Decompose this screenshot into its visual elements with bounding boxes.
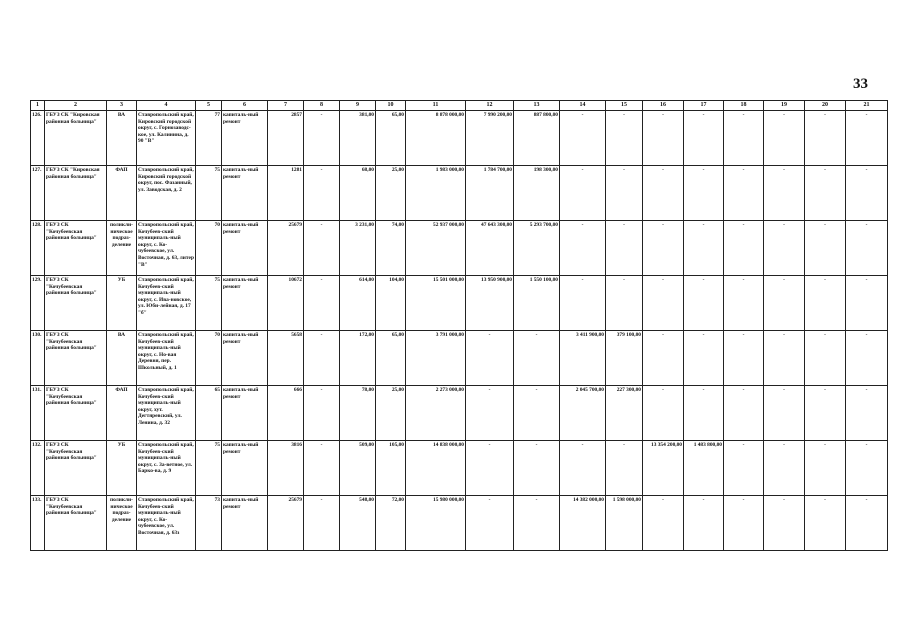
row-number-cell: 132. [31, 441, 45, 496]
col9-cell: 509,00 [340, 441, 376, 496]
col10-cell: 105,00 [376, 441, 406, 496]
facility-type-cell: ФАП [107, 386, 137, 441]
col5-cell: 77 [196, 111, 222, 166]
col21-cell: - [846, 111, 888, 166]
col10-cell: 65,00 [376, 111, 406, 166]
col15-cell: - [606, 276, 643, 331]
organization-cell: ГБУЗ СК "Кочубеевская районная больница" [45, 276, 107, 331]
table-row [31, 221, 888, 276]
col13-cell: 887 800,00 [514, 111, 560, 166]
col8-cell: - [304, 111, 340, 166]
col17-cell: - [684, 331, 724, 386]
col7-cell: 3816 [268, 441, 304, 496]
col14-cell: 14 382 000,00 [560, 496, 606, 551]
organization-cell: ГБУЗ СК "Кочубеевская районная больница" [45, 331, 107, 386]
col16-cell: - [643, 166, 684, 221]
work-type-cell: капиталь-ный ремонт [222, 221, 268, 276]
col8-cell: - [304, 386, 340, 441]
col13-cell: 1 550 100,00 [514, 276, 560, 331]
col8-cell: - [304, 221, 340, 276]
col13-cell: - [514, 496, 560, 551]
column-header: 16 [643, 101, 684, 111]
address-cell: Ставропольский край, Кировский городской округ, пос. Фазанный, ул. Заводская, д. 2 [137, 166, 196, 221]
col8-cell: - [304, 496, 340, 551]
col21-cell: - [846, 386, 888, 441]
column-header: 7 [268, 101, 304, 111]
col7-cell: 2857 [268, 111, 304, 166]
col20-cell: - [805, 166, 846, 221]
col14-cell: - [560, 166, 606, 221]
col17-cell: - [684, 276, 724, 331]
column-header: 18 [724, 101, 764, 111]
column-header: 10 [376, 101, 406, 111]
col18-cell: - [724, 386, 764, 441]
col10-cell: 72,00 [376, 496, 406, 551]
col19-cell: - [764, 221, 805, 276]
table-row [31, 496, 888, 551]
col14-cell: 3 411 900,00 [560, 331, 606, 386]
col14-cell: - [560, 441, 606, 496]
organization-cell: ГБУЗ СК "Кочубеевская районная больница" [45, 221, 107, 276]
address-cell: Ставропольский край, Кочубеев-ский муниципаль-ный округ, с. Ко-чубеевское, ул. Восточная, д. 63, литер "В" [137, 221, 196, 276]
col17-cell: - [684, 111, 724, 166]
col12-cell: 47 643 300,00 [466, 221, 514, 276]
col9-cell: 548,00 [340, 496, 376, 551]
col12-cell: 7 990 200,00 [466, 111, 514, 166]
organization-cell: ГБУЗ СК "Кочубеевская районная больница" [45, 386, 107, 441]
col11-cell: 8 878 000,00 [406, 111, 466, 166]
col20-cell: - [805, 276, 846, 331]
row-number-cell: 133. [31, 496, 45, 551]
col8-cell: - [304, 276, 340, 331]
column-header: 2 [45, 101, 107, 111]
address-cell: Ставропольский край, Кочубеев-ский муниципаль-ный округ, хут. Дегтяревский, ул. Ленина, д. 32 [137, 386, 196, 441]
col7-cell: 666 [268, 386, 304, 441]
col14-cell: - [560, 276, 606, 331]
work-type-cell: капиталь-ный ремонт [222, 111, 268, 166]
col13-cell: 198 300,00 [514, 166, 560, 221]
col15-cell: 1 598 000,00 [606, 496, 643, 551]
facility-type-cell: поликли-ническое подраз-деление [107, 221, 137, 276]
organization-cell: ГБУЗ СК "Кировская районная больница" [45, 166, 107, 221]
col9-cell: 68,00 [340, 166, 376, 221]
col10-cell: 25,00 [376, 386, 406, 441]
col19-cell: - [764, 386, 805, 441]
col12-cell: - [466, 386, 514, 441]
col16-cell: - [643, 386, 684, 441]
table-row [31, 331, 888, 386]
col16-cell: - [643, 276, 684, 331]
row-number-cell: 130. [31, 331, 45, 386]
col7-cell: 25679 [268, 221, 304, 276]
column-header: 1 [31, 101, 45, 111]
col21-cell: - [846, 496, 888, 551]
col16-cell: - [643, 496, 684, 551]
col17-cell: 1 483 800,00 [684, 441, 724, 496]
col17-cell: - [684, 496, 724, 551]
facility-type-cell: УБ [107, 276, 137, 331]
col5-cell: 65 [196, 386, 222, 441]
col9-cell: 78,00 [340, 386, 376, 441]
row-number-cell: 131. [31, 386, 45, 441]
row-number-cell: 127. [31, 166, 45, 221]
col17-cell: - [684, 221, 724, 276]
table-row [31, 111, 888, 166]
col18-cell: - [724, 441, 764, 496]
column-header: 17 [684, 101, 724, 111]
col16-cell: 13 354 200,00 [643, 441, 684, 496]
column-header: 15 [606, 101, 643, 111]
col11-cell: 3 791 000,00 [406, 331, 466, 386]
column-header: 21 [846, 101, 888, 111]
col20-cell: - [805, 441, 846, 496]
col15-cell: - [606, 166, 643, 221]
col15-cell: - [606, 111, 643, 166]
col19-cell: - [764, 331, 805, 386]
col9-cell: 172,00 [340, 331, 376, 386]
col5-cell: 70 [196, 331, 222, 386]
col14-cell: - [560, 111, 606, 166]
col9-cell: 381,00 [340, 111, 376, 166]
col11-cell: 14 838 000,00 [406, 441, 466, 496]
table-row [31, 276, 888, 331]
col19-cell: - [764, 111, 805, 166]
col10-cell: 104,00 [376, 276, 406, 331]
col8-cell: - [304, 331, 340, 386]
col14-cell: 2 045 700,00 [560, 386, 606, 441]
organization-cell: ГБУЗ СК "Кировская районная больница" [45, 111, 107, 166]
col20-cell: - [805, 221, 846, 276]
col8-cell: - [304, 441, 340, 496]
col10-cell: 65,00 [376, 331, 406, 386]
address-cell: Ставропольский край, Кочубеев-ский муниципаль-ный округ, с. Но-вая Деревня, пер. Школьный, д. 1 [137, 331, 196, 386]
col21-cell: - [846, 221, 888, 276]
col18-cell: - [724, 331, 764, 386]
work-type-cell: капиталь-ный ремонт [222, 166, 268, 221]
col21-cell: - [846, 331, 888, 386]
col19-cell: - [764, 276, 805, 331]
col18-cell: - [724, 276, 764, 331]
col17-cell: - [684, 386, 724, 441]
col18-cell: - [724, 166, 764, 221]
facility-type-cell: ВА [107, 331, 137, 386]
col18-cell: - [724, 496, 764, 551]
col21-cell: - [846, 166, 888, 221]
column-header: 5 [196, 101, 222, 111]
column-header: 14 [560, 101, 606, 111]
column-header: 3 [107, 101, 137, 111]
col7-cell: 25679 [268, 496, 304, 551]
column-header: 11 [406, 101, 466, 111]
column-header: 6 [222, 101, 268, 111]
col16-cell: - [643, 221, 684, 276]
col9-cell: 3 231,00 [340, 221, 376, 276]
col18-cell: - [724, 111, 764, 166]
work-type-cell: капиталь-ный ремонт [222, 386, 268, 441]
address-cell: Ставропольский край, Кировский городской округ, с. Горнозаводс-кое, ул. Калинина, д. 90 "В" [137, 111, 196, 166]
col21-cell: - [846, 441, 888, 496]
col11-cell: 1 983 000,00 [406, 166, 466, 221]
col11-cell: 15 980 000,00 [406, 496, 466, 551]
column-header: 13 [514, 101, 560, 111]
col20-cell: - [805, 111, 846, 166]
col19-cell: - [764, 441, 805, 496]
address-cell: Ставропольский край, Кочубеев-ский муниципаль-ный округ, с. Ко-чубеевское, ул. Восточная, д. 63з [137, 496, 196, 551]
col21-cell: - [846, 276, 888, 331]
col14-cell: - [560, 221, 606, 276]
column-header: 4 [137, 101, 196, 111]
column-header: 9 [340, 101, 376, 111]
work-type-cell: капиталь-ный ремонт [222, 276, 268, 331]
column-header: 20 [805, 101, 846, 111]
col7-cell: 10672 [268, 276, 304, 331]
work-type-cell: капиталь-ный ремонт [222, 331, 268, 386]
col8-cell: - [304, 166, 340, 221]
col12-cell: - [466, 331, 514, 386]
page-number: 33 [853, 76, 868, 92]
data-table [30, 100, 888, 551]
col15-cell: 379 100,00 [606, 331, 643, 386]
col15-cell: - [606, 441, 643, 496]
col12-cell: - [466, 496, 514, 551]
work-type-cell: капиталь-ный ремонт [222, 441, 268, 496]
col5-cell: 70 [196, 221, 222, 276]
organization-cell: ГБУЗ СК "Кочубеевская районная больница" [45, 441, 107, 496]
col5-cell: 75 [196, 441, 222, 496]
col13-cell: 5 293 700,00 [514, 221, 560, 276]
col15-cell: 227 300,00 [606, 386, 643, 441]
column-header: 12 [466, 101, 514, 111]
col20-cell: - [805, 496, 846, 551]
col10-cell: 25,00 [376, 166, 406, 221]
address-cell: Ставропольский край, Кочубеев-ский муниципаль-ный округ, с. Ива-новское, ул. Юби-лейная, д. 17 "б" [137, 276, 196, 331]
column-header: 19 [764, 101, 805, 111]
col5-cell: 75 [196, 276, 222, 331]
table-row [31, 441, 888, 496]
facility-type-cell: поликли-ническое подраз-деление [107, 496, 137, 551]
col11-cell: 52 937 000,00 [406, 221, 466, 276]
col10-cell: 74,00 [376, 221, 406, 276]
table-row [31, 386, 888, 441]
col13-cell: - [514, 441, 560, 496]
col17-cell: - [684, 166, 724, 221]
address-cell: Ставропольский край, Кочубеев-ский муниципаль-ный округ, с. За-ветное, ул. Барко-ва, д. 9 [137, 441, 196, 496]
col7-cell: 5658 [268, 331, 304, 386]
col19-cell: - [764, 496, 805, 551]
col20-cell: - [805, 331, 846, 386]
facility-type-cell: ФАП [107, 166, 137, 221]
work-type-cell: капиталь-ный ремонт [222, 496, 268, 551]
col18-cell: - [724, 221, 764, 276]
col9-cell: 614,00 [340, 276, 376, 331]
col20-cell: - [805, 386, 846, 441]
table-row [31, 166, 888, 221]
col13-cell: - [514, 331, 560, 386]
row-number-cell: 128. [31, 221, 45, 276]
facility-type-cell: ВА [107, 111, 137, 166]
col5-cell: 73 [196, 496, 222, 551]
col12-cell: 1 784 700,00 [466, 166, 514, 221]
col7-cell: 1281 [268, 166, 304, 221]
col13-cell: - [514, 386, 560, 441]
col16-cell: - [643, 111, 684, 166]
col12-cell: - [466, 441, 514, 496]
column-header: 8 [304, 101, 340, 111]
col16-cell: - [643, 331, 684, 386]
col12-cell: 13 950 900,00 [466, 276, 514, 331]
col11-cell: 2 273 000,00 [406, 386, 466, 441]
col15-cell: - [606, 221, 643, 276]
organization-cell: ГБУЗ СК "Кочубеевская районная больница" [45, 496, 107, 551]
col5-cell: 75 [196, 166, 222, 221]
col19-cell: - [764, 166, 805, 221]
col11-cell: 15 501 000,00 [406, 276, 466, 331]
facility-type-cell: УБ [107, 441, 137, 496]
row-number-cell: 129. [31, 276, 45, 331]
row-number-cell: 126. [31, 111, 45, 166]
header-row [31, 101, 888, 111]
